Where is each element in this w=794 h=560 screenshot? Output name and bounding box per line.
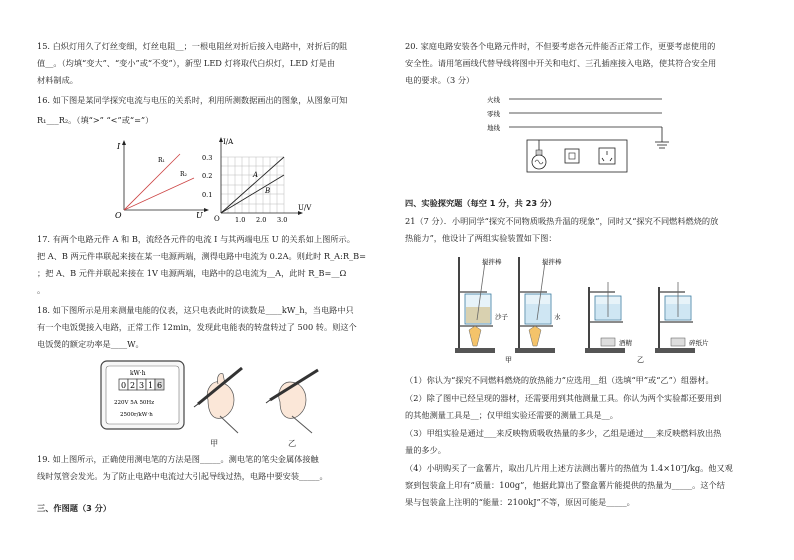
meter-digit: 0	[121, 381, 127, 390]
iu-graph-r1-r2	[110, 140, 213, 220]
r2-line	[124, 178, 194, 210]
q18-line1: 18. 如下图所示是用来测量电能的仪表，这只电表此时的读数是____kW_h，当电路中只	[37, 305, 354, 315]
graph2-ytick-02: 0.2	[202, 172, 213, 180]
q21-sub-line3: 的其他测量工具是__；仅甲组实验还需要的测量工具是__。	[405, 410, 618, 420]
switch-icon	[565, 149, 579, 163]
q15-line1: 15. 白炽灯用久了灯丝变细，灯丝电阻__；一根电阻丝对折后接入电路中，对折后的阻	[37, 41, 348, 51]
meter-digits	[119, 379, 164, 390]
stand-water	[515, 257, 555, 353]
caption-jia: 甲	[210, 438, 219, 448]
graph2-xlabel: U/V	[298, 204, 312, 212]
q16-line1: 16. 如下图是某同学探究电流与电压的关系时，利用所测数据画出的图象，从图象可知	[37, 95, 348, 105]
alcohol-label: 酒精	[619, 339, 632, 347]
graph2-xtick-1: 1.0	[235, 216, 246, 224]
q15-line2: 值__。（均填“变大”、“变小”或“不变”），新型 LED 灯将取代白炽灯，LED 灯是由	[37, 58, 336, 68]
wiring-diagram	[487, 92, 677, 187]
ground-wire-label: 地线	[487, 124, 500, 132]
q19-line1: 19. 如上图所示，正确使用测电笔的方法是图_____。测电笔的笔尖金属体接触	[37, 454, 319, 464]
graph2-label-b: B	[265, 187, 271, 195]
meter-rev: 2500r/kW·h	[120, 412, 153, 418]
q17-line4: 。	[37, 285, 46, 295]
r1-line	[124, 154, 180, 210]
q21-sub-line5: 量的多少。	[405, 445, 446, 455]
q19-line2: 线时氖管会发光。为了防止电路中电流过大引起导线过热，电路中要安装_____。	[37, 471, 328, 481]
q20-line3: 电的要求。（3 分）	[405, 75, 475, 85]
iu-graph-a-b	[200, 135, 320, 225]
meter-digit: 3	[139, 381, 145, 390]
q21-sub-line6: （4）小明购买了一盒薯片，取出几片用上述方法测出薯片的热值为 1.4×10⁷J/kg。他又观	[405, 463, 733, 473]
meter-unit: kW·h	[130, 370, 146, 377]
apparatus-yi-caption: 乙	[637, 356, 644, 364]
q17-line2: 把 A、B 两元件串联起来接在某一电源两端，测得电路中电流为 0.2A。则此时 R_A:R_B=	[37, 251, 366, 261]
sand-label: 沙子	[495, 313, 508, 321]
graph1-r2-label: R₂	[180, 171, 187, 178]
q21-sub-line2: （2）除了图中已经呈现的器材，还需要用到其他测量工具。你认为两个实验都还要用到	[405, 393, 722, 403]
meter-spec: 220V 5A 50Hz	[114, 400, 155, 406]
graph2-ytick-01: 0.1	[202, 191, 213, 199]
paper-label: 碎纸片	[689, 339, 709, 347]
meter-digit: 6	[157, 381, 163, 390]
q15-line3: 材料制成。	[37, 75, 78, 85]
graph2-ylabel: I/A	[223, 138, 234, 146]
meter-digit: 2	[130, 381, 136, 390]
q21-line2: 热能力”，他设计了两组实验装置如下图：	[405, 233, 557, 243]
q20-line2: 安全性。请用笔画线代替导线将图中开关和电灯、三孔插座接入电路，使其符合安全用	[405, 58, 717, 68]
bulb-icon	[532, 140, 546, 169]
meter-digit: 1	[148, 381, 154, 390]
q17-line3: ；把 A、B 元件并联起来接在 1V 电源两端，电路中的总电流为__A，此时 R_B=__Ω	[37, 268, 347, 278]
q18-line3: 电饭煲的额定功率是____W。	[37, 339, 144, 349]
graph2-origin: O	[214, 215, 220, 223]
stand-sand	[455, 257, 495, 353]
graph1-r1-label: R₁	[158, 157, 165, 164]
q21-sub-line8: 果与包装盒上注明的“能量：2100kJ”不等，原因可能是_____。	[405, 497, 635, 507]
q18-line2: 有一个电饭煲接入电路，正常工作 12min，发现此电能表的转盘转过了 500 转。则这个	[37, 322, 357, 332]
graph2-xtick-2: 2.0	[256, 216, 267, 224]
q21-line1: 21（7 分）．小明同学“探究不同物质吸热升温的现象”，同时又“探究不同燃料燃烧的放	[405, 216, 719, 226]
graph1-origin: O	[115, 211, 122, 220]
test-pen-figure-jia	[190, 360, 250, 435]
q16-line2: R₁___R₂。（填“>” “<”或“=”）	[37, 115, 154, 125]
stir-rod-label-1: 搅拌棒	[482, 258, 502, 266]
q21-sub-line7: 察到包装盒上印有“质量：100g”，他据此算出了整盒薯片能提供的热量为_____。这个结	[405, 480, 725, 490]
apparatus-figure	[437, 252, 737, 364]
graph1-xlabel: U	[196, 211, 203, 220]
graph2-xtick-3: 3.0	[277, 216, 288, 224]
apparatus-jia-caption: 甲	[505, 356, 512, 364]
caption-yi: 乙	[288, 438, 297, 448]
section3-heading: 三、作图题（3 分）	[37, 503, 112, 513]
graph2-label-a: A	[253, 171, 259, 179]
fire-wire-label: 火线	[487, 96, 500, 104]
energy-meter	[100, 360, 185, 430]
section4-heading: 四、实验探究题（每空 1 分，共 23 分）	[405, 198, 557, 208]
test-pen-figure-yi	[260, 360, 325, 435]
zero-wire-label: 零线	[487, 110, 500, 118]
q21-sub-line4: （3）甲组实验是通过___来反映物质吸收热量的多少，乙组是通过___来反映燃料放出热	[405, 428, 722, 438]
graph1-ylabel: I	[117, 142, 121, 151]
q21-sub-line1: （1）你认为“探究不同燃料燃烧的放热能力”应选用__组（选填“甲”或“乙”）组器材。	[405, 375, 714, 385]
graph2-ytick-03: 0.3	[202, 154, 213, 162]
q20-line1: 20. 家庭电路安装各个电路元件时，不但要考虑各元件能否正常工作，更要考虑使用的	[405, 41, 716, 51]
water-label: 水	[554, 313, 561, 321]
q17-line1: 17. 有两个电路元件 A 和 B，流经各元件的电流 I 与其两端电压 U 的关系如上图所示。	[37, 234, 355, 244]
stir-rod-label-2: 搅拌棒	[542, 258, 562, 266]
three-hole-socket-icon	[599, 148, 615, 164]
